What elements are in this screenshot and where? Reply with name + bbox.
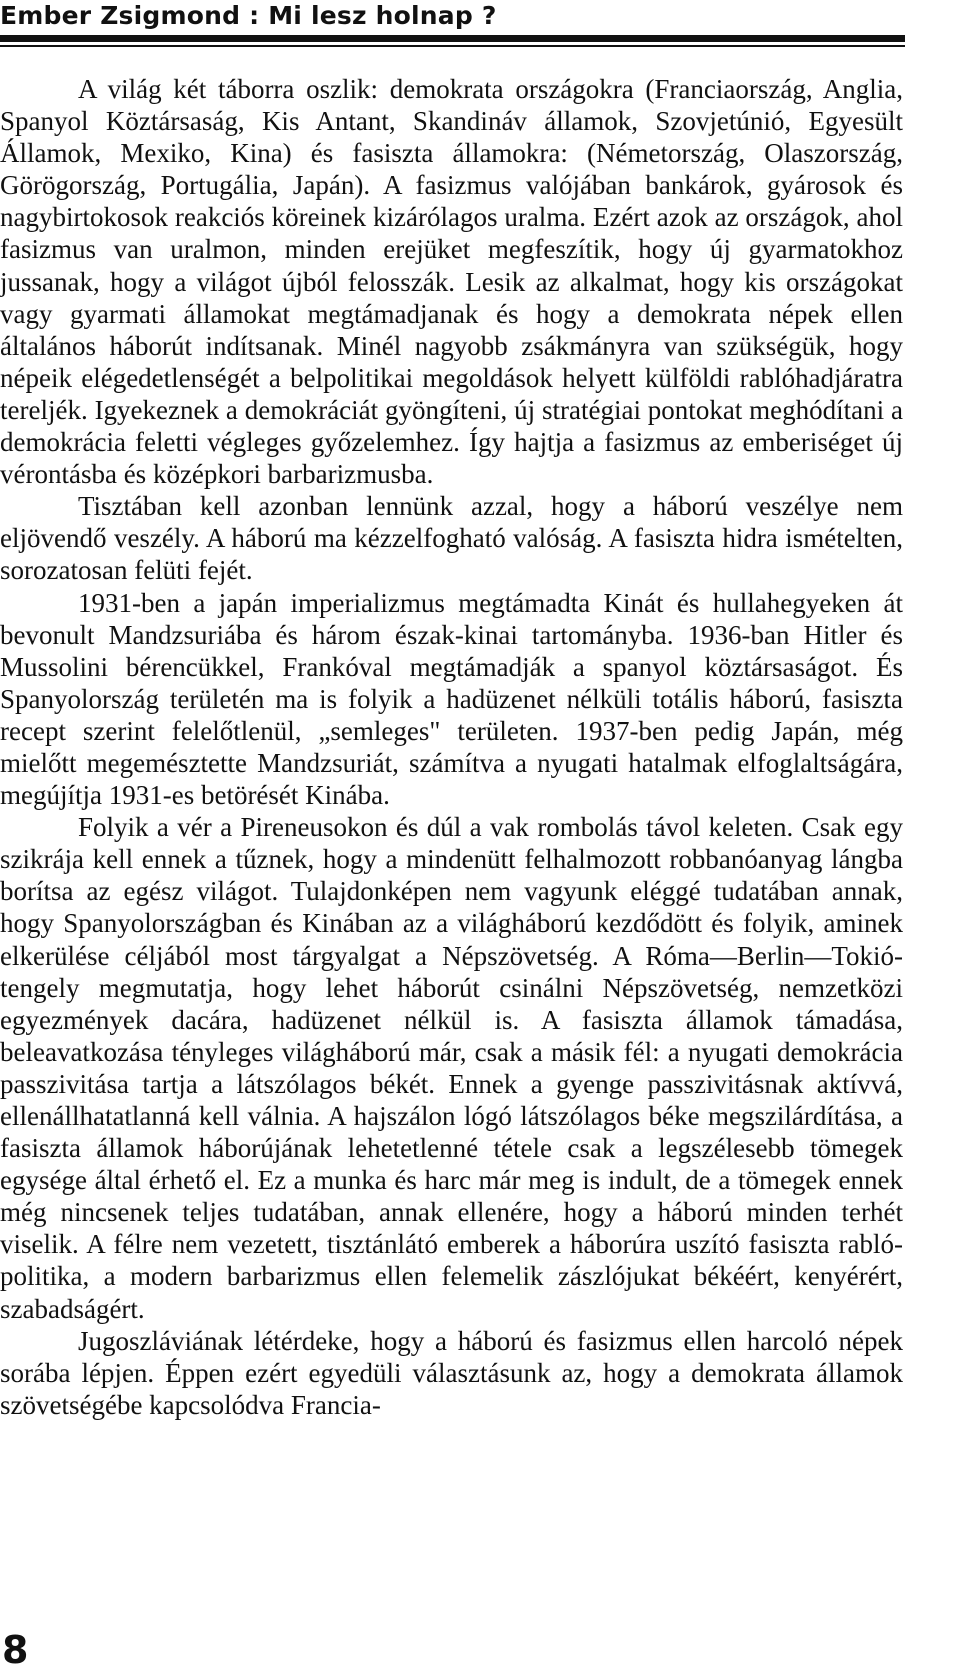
page-number: 8	[2, 1628, 29, 1672]
header-rule-thin	[0, 45, 905, 47]
running-title: Ember Zsigmond : Mi lesz holnap ?	[0, 1, 497, 30]
header-rule-thick	[0, 35, 905, 42]
paragraph: Jugoszláviának létérdeke, hogy a háború és fasizmus ellen harcoló népek sorába lépjen. Éppen ezért egyedüli választásunk az, hogy a demokrata államok szövetségébe kapcsolódva Francia-	[0, 1325, 903, 1420]
running-header	[0, 0, 905, 32]
paragraph: Folyik a vér a Pireneusokon és dúl a vak rombolás távol keleten. Csak egy szikrája kell ennek a tűznek, hogy a mindenütt felhalmozott robbanóanyag lángba borítsa az egész világot. Tulajdonképen nem vagyunk eléggé tudatában annak, hogy Spanyolországban és Kinában az a világháború kezdődött és folyik, aminek elkerülése céljából most tárgyalgat a Népszövetség. A Róma—Berlin—Tokió-tengely megmutatja, hogy lehet háborút csinálni Népszövetség, nemzetközi egyezmények dacára, hadüzenet nélkül is. A fasiszta államok támadása, beleavatkozása tényleges világháború már, csak a másik fél: a nyugati demokrácia passzivitása tartja a látszólagos békét. Ennek a gyenge passzivitásnak aktívvá, ellenállhatatlanná kell válnia. A hajszálon lógó látszólagos béke megszilárdítása, a fasiszta államok háborújának lehetetlenné tétele csak a legszélesebb tömegek egysége által érhető el. Ez a munka és harc már meg is indult, de a tömegek ennek még nincsenek teljes tudatában, annak ellenére, hogy a háború minden terhét viselik. A félre nem vezetett, tisztánlátó emberek a háborúra uszító fasiszta rabló-politika, a modern barbarizmus ellen felemelik zászlójukat békéért, kenyérért, szabadságért.	[0, 812, 903, 1324]
paragraph: A világ két táborra oszlik: demokrata országokra (Franciaország, Anglia, Spanyol Köztársaság, Kis Antant, Skandináv államok, Szovjetúnió, Egyesült Államok, Mexiko, Kina) és fasiszta államokra: (Németország, Olaszország, Görögország, Portugália, Japán). A fasizmus valójában bankárok, gyárosok és nagybirtokosok reakciós köreinek kizárólagos uralma. Ezért azok az országok, ahol fasizmus van uralmon, minden erejüket megfeszítik, hogy új gyarmatokhoz jussanak, hogy a világot újból felosszák. Lesik az alkalmat, hogy kis országokat vagy gyarmati államokat megtámadjanak és hogy a demokrata népek ellen általános háborút indítsanak. Minél nagyobb zsákmányra van szükségük, hogy népeik elégedetlenségét a belpolitikai megoldások helyett külföldi rablóhadjáratra tereljék. Igyekeznek a demokráciát gyöngíteni, új stratégiai pontokat meghódítani a demokrácia feletti végleges győzelemhez. Így hajtja a fasizmus az emberiséget új vérontásba és középkori barbarizmusba.	[0, 74, 903, 490]
article-body	[0, 73, 903, 1421]
paragraph: 1931-ben a japán imperializmus megtámadta Kinát és hullahegyeken át bevonult Mandzsuriába és három észak-kinai tartományba. 1936-ban Hitler és Mussolini bérencükkel, Frankóval megtámadják a spanyol köztársaságot. És Spanyolország területén ma is folyik a hadüzenet nélküli totális háború, fasiszta recept szerint felelőtlenül, „semleges" területen. 1937-ben pedig Japán, még mielőtt megemésztette Mandzsuriát, számítva a nyugati hatalmak elfoglaltságára, megújítja 1931-es betörését Kinába.	[0, 587, 903, 811]
paragraph: Tisztában kell azonban lennünk azzal, hogy a háború veszélye nem eljövendő veszély. A háború ma kézzelfogható valóság. A fasiszta hidra ismételten, sorozatosan felüti fejét.	[0, 491, 903, 586]
